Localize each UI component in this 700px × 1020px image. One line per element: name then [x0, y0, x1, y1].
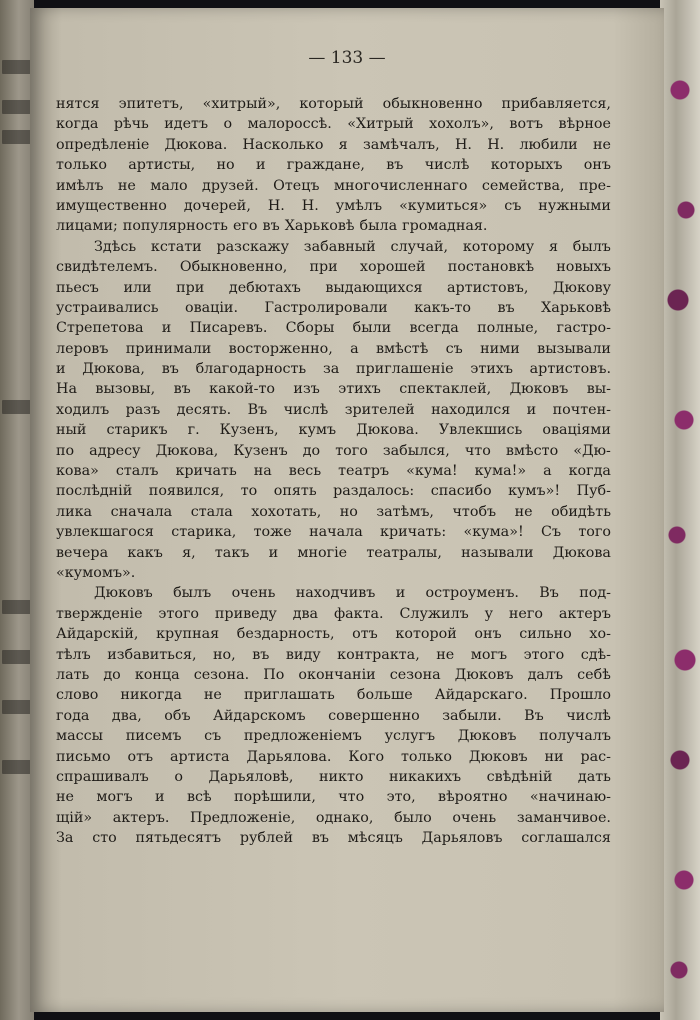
text-line-content: опредѣленіе Дюкова. Насколько я замѣчалъ, Н. Н. любили не [56, 136, 611, 153]
left-page-text-fragment [2, 100, 32, 114]
text-line [56, 624, 611, 644]
text-line-content: ходилъ разъ десять. Въ числѣ зрителей находился и почтен- [56, 401, 611, 418]
text-line [56, 787, 611, 807]
text-line-content: года два, объ Айдарскомъ совершенно забыли. Въ числѣ [56, 707, 611, 724]
text-line-content: «кумомъ». [56, 564, 136, 581]
text-line [56, 155, 611, 175]
text-line [56, 216, 611, 236]
text-line [56, 379, 611, 399]
text-line-content: Стрепетова и Писаревъ. Сборы были всегда полные, гастро- [56, 320, 611, 337]
left-facing-page [0, 0, 34, 1020]
text-line-content: вечера какъ я, такъ и многіе театралы, называли Дюкова [56, 544, 611, 561]
book-cover-edge [660, 0, 700, 1020]
text-line-content: не могъ и всѣ порѣшили, что это, вѣроятно «начинаю- [56, 789, 611, 806]
text-line [56, 339, 611, 359]
text-line [56, 441, 611, 461]
text-line-content: по адресу Дюкова, Кузенъ до того забылся, что вмѣсто «Дю- [56, 442, 611, 459]
text-line [56, 767, 611, 787]
text-line-content: спрашивалъ о Дарьяловѣ, никто никакихъ свѣдѣній дать [56, 768, 611, 785]
text-line [56, 257, 611, 277]
text-line [56, 318, 611, 338]
text-line-content: ный старикъ г. Кузенъ, кумъ Дюкова. Увлекшись оваціями [56, 422, 611, 439]
left-page-text-fragment [2, 400, 32, 414]
text-line [56, 645, 611, 665]
text-line [56, 828, 611, 848]
text-line-content: лицами; популярность его въ Харьковѣ была громадная. [56, 218, 488, 235]
text-line [56, 420, 611, 440]
text-line [56, 522, 611, 542]
text-line [56, 747, 611, 767]
text-line-content: массы писемъ съ предложеніемъ услугъ Дюковъ получалъ [56, 728, 611, 745]
text-line [56, 400, 611, 420]
text-line [56, 563, 611, 583]
text-line [56, 196, 611, 216]
page-number: — 133 — [308, 48, 386, 68]
text-line-content: твержденіе этого приведу два факта. Служилъ у него актеръ [56, 605, 611, 622]
text-line-content: когда рѣчь идетъ о малороссѣ. «Хитрый хохолъ», вотъ вѣрное [56, 116, 611, 133]
text-line [56, 298, 611, 318]
text-line [56, 135, 611, 155]
text-line [56, 114, 611, 134]
text-line-content: имѣлъ не мало друзей. Отецъ многочисленнаго семейства, пре- [56, 177, 611, 194]
text-line [56, 808, 611, 828]
text-line-content: кова» сталъ кричать на весь театръ «кума! кума!» а когда [56, 463, 611, 480]
text-line-content: послѣдній появился, то опять раздалось: спасибо кумъ»! Пуб- [56, 483, 611, 500]
text-line-content: Дюковъ былъ очень находчивъ и остроуменъ. Въ под- [94, 585, 611, 602]
text-line [56, 461, 611, 481]
text-line [56, 278, 611, 298]
text-line [56, 543, 611, 563]
text-line-content: и Дюкова, въ благодарность за приглашеніе этихъ артистовъ. [56, 361, 611, 378]
text-line-content: только артисты, но и граждане, въ числѣ которыхъ онъ [56, 157, 611, 174]
text-line-content: тѣлъ избавиться, но, въ виду контракта, не могъ этого сдѣ- [56, 646, 611, 663]
text-line-content: слово никогда не приглашать больше Айдарскаго. Прошло [56, 687, 611, 704]
text-line [56, 604, 611, 624]
text-line [56, 94, 611, 114]
text-line [56, 481, 611, 501]
text-line [56, 237, 611, 257]
text-line-content: На вызовы, въ какой-то изъ этихъ спектаклей, Дюковъ вы- [56, 381, 611, 398]
text-line-content: Айдарскій, крупная бездарность, отъ которой онъ сильно хо- [56, 626, 611, 643]
text-line-content: Здѣсь кстати разскажу забавный случай, которому я былъ [94, 238, 611, 255]
text-line [56, 665, 611, 685]
text-line-content: лать до конца сезона. По окончаніи сезона Дюковъ далъ себѣ [56, 666, 611, 683]
left-page-text-fragment [2, 600, 32, 614]
text-line-content: имущественно дочерей, Н. Н. умѣлъ «кумиться» съ нужными [56, 197, 611, 214]
text-line-content: свидѣтелемъ. Обыкновенно, при хорошей постановкѣ новыхъ [56, 259, 611, 276]
text-line-content: письмо отъ артиста Дарьялова. Кого только Дюковъ ни рас- [56, 748, 611, 765]
left-page-text-fragment [2, 760, 32, 774]
text-line-content: пьесъ или при дебютахъ выдающихся артистовъ, Дюкову [56, 279, 611, 296]
text-line-content: За сто пятьдесятъ рублей въ мѣсяцъ Дарьяловъ соглашался [56, 830, 611, 847]
text-line [56, 583, 611, 603]
text-line-content: увлекшагося старика, тоже начала кричать: «кума»! Съ того [56, 524, 611, 541]
left-page-text-fragment [2, 60, 32, 74]
page-text [56, 94, 611, 848]
text-line [56, 706, 611, 726]
left-page-text-fragment [2, 130, 32, 144]
text-line [56, 502, 611, 522]
text-line-content: щій» актеръ. Предложеніе, однако, было очень заманчивое. [56, 809, 611, 826]
left-page-text-fragment [2, 700, 32, 714]
text-line [56, 359, 611, 379]
text-line-content: нятся эпитетъ, «хитрый», который обыкновенно прибавляется, [56, 96, 611, 112]
text-line [56, 685, 611, 705]
text-line-content: устраивались оваціи. Гастролировали какъ-то въ Харьковѣ [56, 299, 611, 316]
text-line-content: леровъ принимали восторженно, а вмѣстѣ съ ними вызывали [56, 340, 611, 357]
text-line [56, 726, 611, 746]
text-line [56, 176, 611, 196]
left-page-text-fragment [2, 650, 32, 664]
book-page [30, 8, 664, 1012]
text-line-content: лика сначала стала хохотать, но затѣмъ, чтобъ не обидѣть [56, 503, 611, 520]
